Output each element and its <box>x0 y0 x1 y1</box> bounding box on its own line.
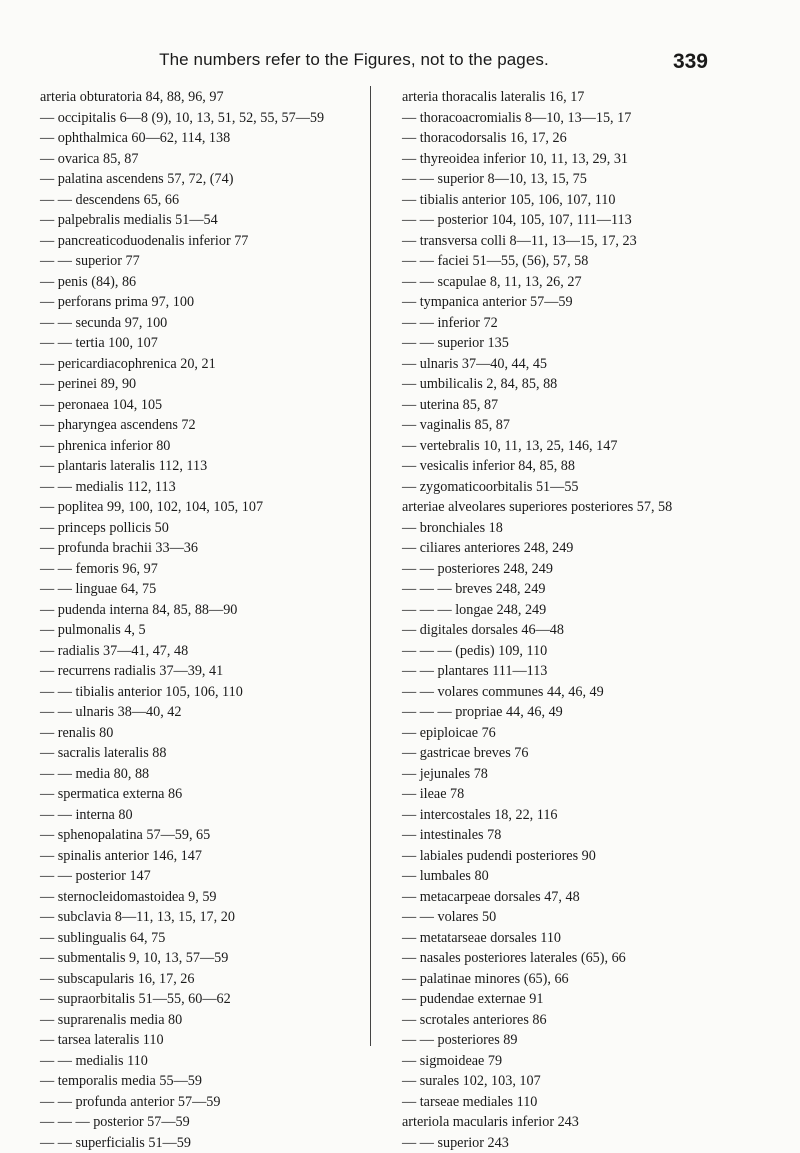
index-entry: — — medialis 112, 113 <box>40 477 365 498</box>
index-column-right <box>402 87 792 1153</box>
index-entry: — thyreoidea inferior 10, 11, 13, 29, 31 <box>402 149 792 170</box>
index-entry: — — femoris 96, 97 <box>40 559 365 580</box>
index-entry: — — posterior 147 <box>40 866 365 887</box>
index-entry: — pharyngea ascendens 72 <box>40 415 365 436</box>
index-entry: — radialis 37—41, 47, 48 <box>40 641 365 662</box>
index-entry: — digitales dorsales 46—48 <box>402 620 792 641</box>
index-entry: — — posterior 104, 105, 107, 111—113 <box>402 210 792 231</box>
index-entry: — vesicalis inferior 84, 85, 88 <box>402 456 792 477</box>
index-entry: — renalis 80 <box>40 723 365 744</box>
index-entry: — bronchiales 18 <box>402 518 792 539</box>
index-entry: — — — propriae 44, 46, 49 <box>402 702 792 723</box>
page-number: 339 <box>673 50 708 74</box>
index-entry: — — superior 135 <box>402 333 792 354</box>
index-entry: — jejunales 78 <box>402 764 792 785</box>
index-entry: — scrotales anteriores 86 <box>402 1010 792 1031</box>
column-divider <box>370 86 371 1046</box>
index-entry: — metatarseae dorsales 110 <box>402 928 792 949</box>
index-entry: — plantaris lateralis 112, 113 <box>40 456 365 477</box>
index-entry: — — volares communes 44, 46, 49 <box>402 682 792 703</box>
running-header: The numbers refer to the Figures, not to the pages. <box>0 50 708 70</box>
index-entry: — — superficialis 51—59 <box>40 1133 365 1153</box>
index-entry: — phrenica inferior 80 <box>40 436 365 457</box>
index-entry: — intercostales 18, 22, 116 <box>402 805 792 826</box>
index-entry: — tibialis anterior 105, 106, 107, 110 <box>402 190 792 211</box>
index-entry: — profunda brachii 33—36 <box>40 538 365 559</box>
index-entry: — princeps pollicis 50 <box>40 518 365 539</box>
index-entry: — spinalis anterior 146, 147 <box>40 846 365 867</box>
index-entry: — sternocleidomastoidea 9, 59 <box>40 887 365 908</box>
index-entry: — pancreaticoduodenalis inferior 77 <box>40 231 365 252</box>
index-entry: — ophthalmica 60—62, 114, 138 <box>40 128 365 149</box>
index-entry: — zygomaticoorbitalis 51—55 <box>402 477 792 498</box>
index-entry: — — media 80, 88 <box>40 764 365 785</box>
index-entry: — penis (84), 86 <box>40 272 365 293</box>
index-entry: — recurrens radialis 37—39, 41 <box>40 661 365 682</box>
index-entry: — tarseae mediales 110 <box>402 1092 792 1113</box>
index-entry: — — scapulae 8, 11, 13, 26, 27 <box>402 272 792 293</box>
index-entry: — — ulnaris 38—40, 42 <box>40 702 365 723</box>
index-entry: — — volares 50 <box>402 907 792 928</box>
index-entry: — subscapularis 16, 17, 26 <box>40 969 365 990</box>
index-entry: arteria obturatoria 84, 88, 96, 97 <box>40 87 365 108</box>
index-entry: arteriola macularis inferior 243 <box>402 1112 792 1133</box>
index-entry: — poplitea 99, 100, 102, 104, 105, 107 <box>40 497 365 518</box>
index-entry: — umbilicalis 2, 84, 85, 88 <box>402 374 792 395</box>
index-entry: — — descendens 65, 66 <box>40 190 365 211</box>
index-entry: — subclavia 8—11, 13, 15, 17, 20 <box>40 907 365 928</box>
index-entry: — — posteriores 89 <box>402 1030 792 1051</box>
index-entry: — — posteriores 248, 249 <box>402 559 792 580</box>
index-entry: — suprarenalis media 80 <box>40 1010 365 1031</box>
index-entry: — vaginalis 85, 87 <box>402 415 792 436</box>
index-entry: — uterina 85, 87 <box>402 395 792 416</box>
index-entry: — — interna 80 <box>40 805 365 826</box>
index-entry: — — — posterior 57—59 <box>40 1112 365 1133</box>
index-entry: arteriae alveolares superiores posteriores 57, 58 <box>402 497 792 518</box>
index-entry: — vertebralis 10, 11, 13, 25, 146, 147 <box>402 436 792 457</box>
index-entry: — — superior 77 <box>40 251 365 272</box>
index-entry: — spermatica externa 86 <box>40 784 365 805</box>
index-entry: — pudenda interna 84, 85, 88—90 <box>40 600 365 621</box>
index-entry: — transversa colli 8—11, 13—15, 17, 23 <box>402 231 792 252</box>
index-entry: — — tertia 100, 107 <box>40 333 365 354</box>
index-entry: — surales 102, 103, 107 <box>402 1071 792 1092</box>
page-header <box>0 44 800 84</box>
index-entry: — occipitalis 6—8 (9), 10, 13, 51, 52, 55, 57—59 <box>40 108 365 129</box>
index-entry: — tympanica anterior 57—59 <box>402 292 792 313</box>
index-entry: — submentalis 9, 10, 13, 57—59 <box>40 948 365 969</box>
index-entry: — — profunda anterior 57—59 <box>40 1092 365 1113</box>
index-entry: — lumbales 80 <box>402 866 792 887</box>
index-entry: — perforans prima 97, 100 <box>40 292 365 313</box>
index-entry: — pericardiacophrenica 20, 21 <box>40 354 365 375</box>
index-entry: arteria thoracalis lateralis 16, 17 <box>402 87 792 108</box>
index-entry: — pudendae externae 91 <box>402 989 792 1010</box>
index-entry: — — — (pedis) 109, 110 <box>402 641 792 662</box>
index-entry: — palatina ascendens 57, 72, (74) <box>40 169 365 190</box>
index-entry: — supraorbitalis 51—55, 60—62 <box>40 989 365 1010</box>
index-entry: — — medialis 110 <box>40 1051 365 1072</box>
index-entry: — — faciei 51—55, (56), 57, 58 <box>402 251 792 272</box>
index-entry: — tarsea lateralis 110 <box>40 1030 365 1051</box>
index-entry: — palatinae minores (65), 66 <box>402 969 792 990</box>
index-entry: — sublingualis 64, 75 <box>40 928 365 949</box>
index-entry: — — tibialis anterior 105, 106, 110 <box>40 682 365 703</box>
index-entry: — intestinales 78 <box>402 825 792 846</box>
index-entry: — — — longae 248, 249 <box>402 600 792 621</box>
index-entry: — ciliares anteriores 248, 249 <box>402 538 792 559</box>
index-column-left <box>40 87 365 1153</box>
index-entry: — — inferior 72 <box>402 313 792 334</box>
index-entry: — sacralis lateralis 88 <box>40 743 365 764</box>
index-entry: — pulmonalis 4, 5 <box>40 620 365 641</box>
index-entry: — metacarpeae dorsales 47, 48 <box>402 887 792 908</box>
index-entry: — ovarica 85, 87 <box>40 149 365 170</box>
index-entry: — labiales pudendi posteriores 90 <box>402 846 792 867</box>
index-entry: — — — breves 248, 249 <box>402 579 792 600</box>
index-entry: — thoracodorsalis 16, 17, 26 <box>402 128 792 149</box>
index-entry: — — plantares 111—113 <box>402 661 792 682</box>
index-entry: — — secunda 97, 100 <box>40 313 365 334</box>
index-entry: — ileae 78 <box>402 784 792 805</box>
index-entry: — sigmoideae 79 <box>402 1051 792 1072</box>
index-entry: — perinei 89, 90 <box>40 374 365 395</box>
index-entry: — peronaea 104, 105 <box>40 395 365 416</box>
index-entry: — nasales posteriores laterales (65), 66 <box>402 948 792 969</box>
index-entry: — epiploicae 76 <box>402 723 792 744</box>
index-entry: — gastricae breves 76 <box>402 743 792 764</box>
index-entry: — — superior 243 <box>402 1133 792 1153</box>
index-entry: — thoracoacromialis 8—10, 13—15, 17 <box>402 108 792 129</box>
index-entry: — — linguae 64, 75 <box>40 579 365 600</box>
index-entry: — sphenopalatina 57—59, 65 <box>40 825 365 846</box>
index-entry: — temporalis media 55—59 <box>40 1071 365 1092</box>
index-entry: — palpebralis medialis 51—54 <box>40 210 365 231</box>
index-entry: — ulnaris 37—40, 44, 45 <box>402 354 792 375</box>
index-entry: — — superior 8—10, 13, 15, 75 <box>402 169 792 190</box>
